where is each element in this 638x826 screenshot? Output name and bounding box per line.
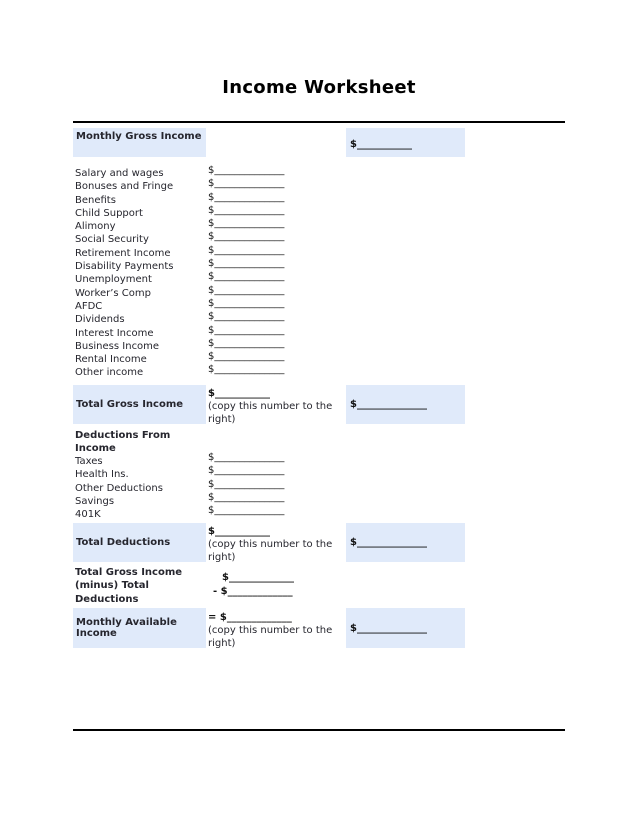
income-amount-blank-field: $______________	[208, 165, 285, 176]
income-amount-blank-field: $______________	[208, 178, 285, 190]
income-amount-blank-field: $______________	[208, 244, 285, 256]
income-item-label: Social Security	[75, 234, 149, 246]
income-item-label: Child Support	[75, 207, 143, 219]
total-deductions-right-amount-blank-field: $______________	[350, 537, 427, 548]
monthly-gross-amount-blank-field: $___________	[350, 139, 412, 150]
monthly-available-income-amount-cell	[346, 608, 465, 648]
deduction-item-label: Savings	[75, 495, 115, 507]
total-gross-income-label: Total Gross Income	[76, 399, 184, 410]
total-deductions-note-cell	[208, 525, 348, 564]
income-item-label: Unemployment	[75, 274, 152, 286]
difference-line2-blank-field: - $_____________	[213, 586, 293, 597]
deduction-item-label: Health Ins.	[75, 469, 129, 481]
income-item-label: Alimony	[75, 221, 116, 233]
income-amount-blank-field: $______________	[208, 337, 285, 349]
copy-note-line1: (copy this number to the	[208, 539, 333, 550]
total-deductions-label-cell	[73, 523, 206, 562]
total-gross-income-amount-cell	[346, 385, 465, 424]
income-item-label: Dividends	[75, 314, 125, 326]
top-divider-line	[73, 121, 565, 123]
deduction-amount-blank-field: $______________	[208, 505, 285, 517]
deduction-item-label: Other Deductions	[75, 482, 163, 494]
deduction-amount-blank-field: $______________	[208, 465, 285, 477]
deduction-blank-list	[208, 451, 284, 517]
total-deductions-amount-cell	[346, 523, 465, 562]
copy-note-line2: right)	[208, 414, 236, 425]
deduction-amount-blank-field: $______________	[208, 491, 285, 503]
gross-minus-deductions-blanks	[213, 571, 294, 599]
income-item-list	[75, 167, 200, 380]
income-item-label: Interest Income	[75, 327, 154, 339]
income-item-label: Worker’s Comp	[75, 287, 151, 299]
income-item-label: Disability Payments	[75, 261, 174, 273]
deductions-section-header: Deductions From Income	[75, 430, 171, 455]
monthly-available-income-label-cell	[73, 608, 206, 648]
income-item-label: AFDC	[75, 300, 103, 312]
income-amount-blank-field: $______________	[208, 231, 285, 243]
total-deductions-label: Total Deductions	[76, 537, 171, 548]
income-amount-blank-field: $______________	[208, 297, 285, 309]
difference-line1-blank-field: $_____________	[222, 572, 294, 583]
copy-note-line2: right)	[208, 552, 236, 563]
monthly-gross-income-amount-cell	[346, 128, 465, 157]
copy-note-line1: (copy this number to the	[208, 625, 333, 636]
income-amount-blank-field: $______________	[208, 258, 285, 270]
income-amount-blank-field: $______________	[208, 364, 285, 376]
monthly-available-right-amount-blank-field: $______________	[350, 622, 427, 634]
deduction-item-label: Taxes	[75, 456, 103, 467]
page-title: Income Worksheet	[222, 77, 416, 98]
deduction-amount-blank-field: $______________	[208, 478, 285, 490]
income-amount-blank-field: $______________	[208, 271, 285, 283]
total-deductions-amount-blank-field: $___________	[208, 526, 270, 537]
income-blank-list	[208, 164, 284, 377]
income-amount-blank-field: $______________	[208, 191, 285, 203]
income-amount-blank-field: $______________	[208, 351, 285, 363]
bottom-divider-line	[73, 729, 565, 731]
income-amount-blank-field: $______________	[208, 284, 285, 296]
monthly-available-income-label: Monthly Available Income	[76, 617, 177, 639]
copy-note-line1: (copy this number to the	[208, 401, 333, 412]
income-item-label: Business Income	[75, 340, 160, 352]
income-amount-blank-field: $______________	[208, 204, 285, 216]
deduction-item-list	[75, 455, 205, 521]
income-amount-blank-field: $______________	[208, 311, 285, 323]
deduction-item-label: 401K	[75, 509, 101, 521]
total-gross-income-note-cell	[208, 387, 348, 426]
copy-note-line2: right)	[208, 638, 236, 649]
total-gross-right-amount-blank-field: $______________	[350, 399, 427, 410]
monthly-gross-income-label: Monthly Gross Income	[76, 131, 202, 142]
gross-minus-deductions-label: Total Gross Income (minus) Total Deductions	[75, 567, 183, 605]
income-amount-blank-field: $______________	[208, 218, 285, 230]
deduction-amount-blank-field: $______________	[208, 452, 285, 463]
income-item-label: Bonuses and Fringe Benefits	[75, 181, 174, 206]
income-amount-blank-field: $______________	[208, 324, 285, 336]
monthly-available-equals-blank-field: = $_____________	[208, 612, 292, 623]
income-item-label: Retirement Income	[75, 247, 171, 259]
total-gross-amount-blank-field: $___________	[208, 388, 270, 399]
monthly-gross-income-header-cell	[73, 128, 206, 157]
income-item-label: Salary and wages	[75, 168, 164, 179]
income-item-label: Other income	[75, 367, 144, 379]
monthly-available-income-note-cell	[208, 611, 348, 650]
total-gross-income-label-cell	[73, 385, 206, 424]
income-item-label: Rental Income	[75, 354, 147, 366]
